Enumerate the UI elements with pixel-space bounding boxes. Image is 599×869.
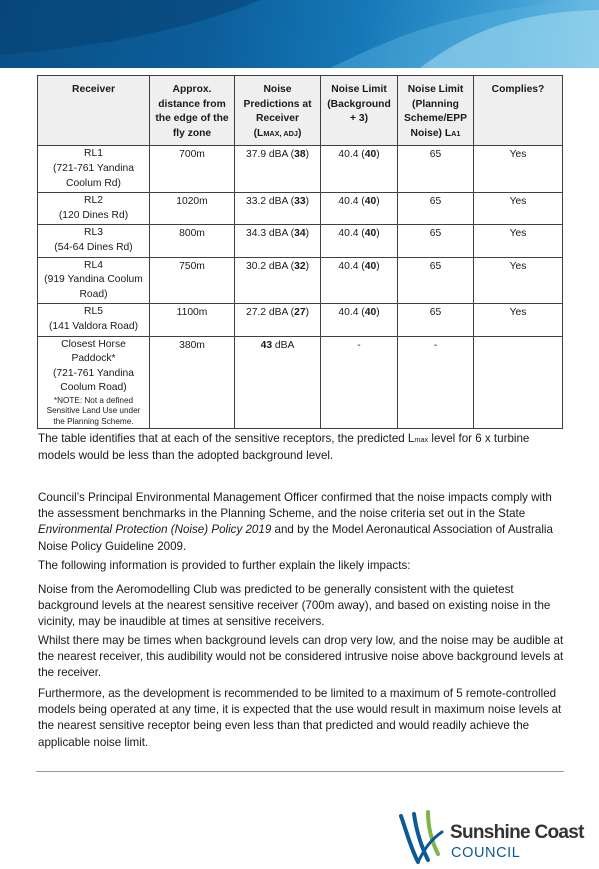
table-row [38, 257, 563, 304]
table-row [38, 336, 563, 429]
sunshine-coast-council-logo [398, 808, 598, 866]
prediction-cell: 30.2 dBA (32) [235, 257, 321, 304]
header-noise-predictions: Noise Predictions at Receiver (LMAX, ADJ) [235, 76, 321, 146]
receiver-cell: RL2 (120 Dines Rd) [38, 193, 150, 225]
background-limit-cell: 40.4 (40) [321, 146, 398, 193]
receiver-cell: Closest Horse Paddock* (721-761 Yandina Coolum Road) *NOTE: Not a defined Sensitive Land Use under the Planning Scheme. [38, 336, 150, 429]
prediction-cell: 34.3 dBA (34) [235, 225, 321, 257]
header-noise-limit-background: Noise Limit (Background + 3) [321, 76, 398, 146]
header-banner [0, 0, 599, 68]
background-limit-cell: 40.4 (40) [321, 304, 398, 336]
prediction-cell: 27.2 dBA (27) [235, 304, 321, 336]
land-use-note: *NOTE: Not a defined Sensitive Land Use under the Planning Scheme. [46, 395, 141, 426]
planning-limit-cell: 65 [398, 225, 474, 257]
receiver-cell: RL5 (141 Valdora Road) [38, 304, 150, 336]
prediction-cell: 37.9 dBA (38) [235, 146, 321, 193]
background-limit-cell: 40.4 (40) [321, 257, 398, 304]
footer-divider [36, 771, 564, 772]
distance-cell: 700m [150, 146, 235, 193]
distance-cell: 800m [150, 225, 235, 257]
receiver-cell: RL3 (54-64 Dines Rd) [38, 225, 150, 257]
header-complies: Complies? [474, 76, 563, 146]
prediction-cell: 43 dBA [235, 336, 321, 429]
banner-wave-graphic [0, 0, 599, 68]
intro-paragraph: The following information is provided to further explain the likely impacts: [38, 559, 411, 572]
distance-cell: 1100m [150, 304, 235, 336]
distance-cell: 380m [150, 336, 235, 429]
officer-confirmation-paragraph: Council’s Principal Environmental Management Officer confirmed that the noise impacts comply with the assessment benchmarks in the Planning Scheme, and the noise criteria set out in the State Environmental Protection (Noise) Policy 2019 and by the Model Aeronautical Association of Australia Noise Policy Guideline 2009. [38, 491, 553, 553]
logo-name: Sunshine Coast [450, 822, 584, 843]
logo-council: COUNCIL [451, 845, 521, 861]
complies-cell [474, 336, 563, 429]
distance-cell: 1020m [150, 193, 235, 225]
receiver-cell: RL1 (721-761 Yandina Coolum Rd) [38, 146, 150, 193]
header-distance: Approx. distance from the edge of the fly zone [150, 76, 235, 146]
receiver-cell: RL4 (919 Yandina Coolum Road) [38, 257, 150, 304]
background-levels-paragraph: Whilst there may be times when background levels can drop very low, and the noise may be audible at the nearest receiver, this audibility would not be considered intrusive noise above background levels at the receiver. [38, 634, 564, 680]
logo-wave-icon [398, 810, 452, 866]
complies-cell: Yes [474, 146, 563, 193]
table-header-row [38, 76, 563, 146]
table-summary-paragraph: The table identifies that at each of the sensitive receptors, the predicted Lmax level for 6 x turbine models would be less than the adopted background level. [38, 432, 530, 463]
complies-cell: Yes [474, 257, 563, 304]
table-row [38, 193, 563, 225]
header-receiver: Receiver [38, 76, 150, 146]
aeromodelling-noise-paragraph: Noise from the Aeromodelling Club was predicted to be generally consistent with the quietest background levels at the nearest sensitive receiver (700m away), and based on existing noise in the vicinity, may be inaudible at times at sensitive receivers. [38, 583, 551, 629]
complies-cell: Yes [474, 225, 563, 257]
planning-limit-cell: 65 [398, 146, 474, 193]
prediction-cell: 33.2 dBA (33) [235, 193, 321, 225]
header-noise-limit-planning: Noise Limit (Planning Scheme/EPP Noise) LA1 [398, 76, 474, 146]
planning-limit-cell: - [398, 336, 474, 429]
planning-limit-cell: 65 [398, 304, 474, 336]
planning-limit-cell: 65 [398, 257, 474, 304]
background-limit-cell: 40.4 (40) [321, 225, 398, 257]
table-row [38, 225, 563, 257]
complies-cell: Yes [474, 304, 563, 336]
complies-cell: Yes [474, 193, 563, 225]
table-row [38, 146, 563, 193]
table-row [38, 304, 563, 336]
planning-limit-cell: 65 [398, 193, 474, 225]
distance-cell: 750m [150, 257, 235, 304]
background-limit-cell: - [321, 336, 398, 429]
background-limit-cell: 40.4 (40) [321, 193, 398, 225]
noise-assessment-table [37, 75, 563, 429]
remote-models-paragraph: Furthermore, as the development is recommended to be limited to a maximum of 5 remote-controlled models being operated at any time, it is expected that the use would result in maximum noise levels at the nearest sensitive receptor being even less than that predicted and would readily achieve the applicable noise limit. [38, 687, 562, 749]
